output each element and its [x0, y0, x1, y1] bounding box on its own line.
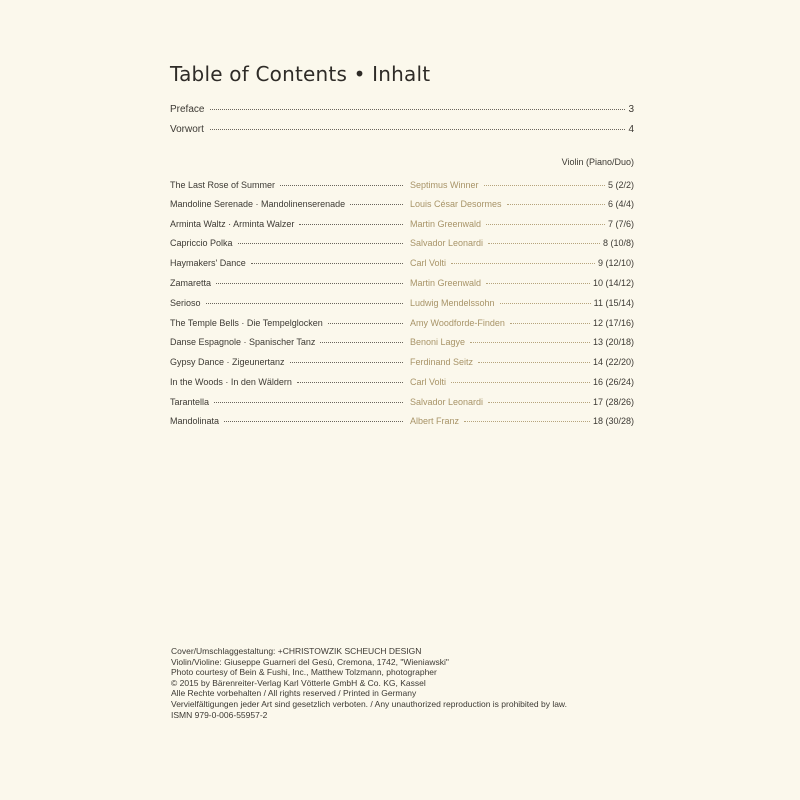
dot-leader	[224, 412, 403, 422]
page-numbers: 11 (15/14)	[593, 298, 634, 308]
toc-entry	[170, 296, 634, 310]
dot-leader	[320, 333, 403, 343]
toc-entry	[170, 217, 634, 231]
page-numbers: 13 (20/18)	[592, 337, 634, 347]
column-header: Violin (Piano/Duo)	[561, 157, 634, 167]
composer-name: Louis César Desormes	[410, 199, 502, 209]
dot-leader	[210, 99, 625, 110]
page-numbers: 14 (22/20)	[592, 357, 634, 367]
dot-leader	[484, 176, 605, 186]
dot-leader	[486, 215, 605, 225]
page-numbers: 7 (7/6)	[607, 219, 634, 229]
page-title: Table of Contents • Inhalt	[170, 62, 431, 86]
toc-row-vorwort	[170, 121, 634, 135]
dot-leader	[238, 234, 403, 244]
dot-leader	[350, 195, 403, 205]
dot-leader	[507, 195, 605, 205]
page-numbers: 17 (28/26)	[592, 397, 634, 407]
toc-row-preface	[170, 101, 634, 115]
credit-line: Vervielfältigungen jeder Art sind gesetzlich verboten. / Any unauthorized reproduction is prohibited by law.	[171, 698, 567, 709]
piece-title: Arminta Waltz · Arminta Walzer	[170, 219, 295, 229]
composer-name: Ferdinand Seitz	[410, 357, 474, 367]
credit-line: © 2015 by Bärenreiter-Verlag Karl Vötterle GmbH & Co. KG, Kassel	[171, 677, 426, 688]
dot-leader	[451, 373, 590, 383]
toc-entry	[170, 335, 634, 349]
piece-title: Gypsy Dance · Zigeunertanz	[170, 357, 285, 367]
dot-leader	[328, 314, 403, 324]
credit-line: Violin/Violine: Giuseppe Guarneri del Gesù, Cremona, 1742, "Wieniawski"	[171, 656, 449, 667]
piece-title: Zamaretta	[170, 278, 212, 288]
dot-leader	[470, 333, 590, 343]
composer-name: Amy Woodforde-Finden	[410, 318, 505, 328]
toc-entry	[170, 355, 634, 369]
page-numbers: 9 (12/10)	[597, 258, 634, 268]
composer-name: Salvador Leonardi	[410, 397, 484, 407]
dot-leader	[216, 274, 403, 284]
piece-title: Mandolinata	[170, 416, 220, 426]
front-matter-page: 4	[628, 124, 634, 135]
dot-leader	[451, 254, 595, 264]
toc-entry	[170, 236, 634, 250]
credit-line: Alle Rechte vorbehalten / All rights reserved / Printed in Germany	[171, 688, 417, 699]
imprint-credits	[171, 646, 567, 720]
front-matter-label: Vorwort	[170, 124, 204, 135]
front-matter-page: 3	[628, 104, 634, 115]
dot-leader	[214, 393, 403, 403]
toc-entry	[170, 276, 634, 290]
piece-title: In the Woods · In den Wäldern	[170, 377, 292, 387]
composer-name: Carl Volti	[410, 377, 447, 387]
page-numbers: 12 (17/16)	[592, 318, 634, 328]
dot-leader	[500, 294, 591, 304]
piece-title: Tarantella	[170, 397, 210, 407]
piece-title: The Last Rose of Summer	[170, 180, 276, 190]
composer-name: Ludwig Mendelssohn	[410, 298, 495, 308]
page-numbers: 8 (10/8)	[602, 238, 634, 248]
composer-name: Martin Greenwald	[410, 219, 482, 229]
credit-line: Cover/Umschlaggestaltung: +CHRISTOWZIK SCHEUCH DESIGN	[171, 646, 422, 656]
front-matter-label: Preface	[170, 104, 205, 115]
toc-entry	[170, 197, 634, 211]
toc-entry	[170, 178, 634, 192]
toc-entry	[170, 414, 634, 428]
toc-entry	[170, 256, 634, 270]
dot-leader	[251, 254, 403, 264]
composer-name: Salvador Leonardi	[410, 238, 484, 248]
piece-title: Danse Espagnole · Spanischer Tanz	[170, 337, 316, 347]
dot-leader	[280, 176, 403, 186]
composer-name: Martin Greenwald	[410, 278, 482, 288]
dot-leader	[510, 314, 590, 324]
composer-name: Albert Franz	[410, 416, 460, 426]
page-numbers: 6 (4/4)	[607, 199, 634, 209]
dot-leader	[478, 353, 590, 363]
credit-line: ISMN 979-0-006-55957-2	[171, 709, 268, 720]
piece-title: Capriccio Polka	[170, 238, 233, 248]
dot-leader	[290, 353, 403, 363]
dot-leader	[206, 294, 403, 304]
page-numbers: 10 (14/12)	[592, 278, 634, 288]
piece-title: The Temple Bells · Die Tempelglocken	[170, 318, 323, 328]
page-numbers: 18 (30/28)	[592, 416, 634, 426]
composer-name: Septimus Winner	[410, 180, 479, 190]
toc-entry	[170, 375, 634, 389]
dot-leader	[464, 412, 590, 422]
dot-leader	[297, 373, 403, 383]
piece-title: Mandoline Serenade · Mandolinenserenade	[170, 199, 346, 209]
dot-leader	[488, 393, 590, 403]
credit-line: Photo courtesy of Bein & Fushi, Inc., Matthew Tolzmann, photographer	[171, 667, 437, 678]
toc-entry	[170, 316, 634, 330]
page-numbers: 16 (26/24)	[592, 377, 634, 387]
dot-leader	[210, 119, 626, 130]
piece-title: Haymakers' Dance	[170, 258, 246, 268]
composer-name: Benoni Lagye	[410, 337, 466, 347]
piece-title: Serioso	[170, 298, 201, 308]
dot-leader	[299, 215, 403, 225]
composer-name: Carl Volti	[410, 258, 447, 268]
toc-entry	[170, 395, 634, 409]
dot-leader	[486, 274, 590, 284]
page-numbers: 5 (2/2)	[607, 180, 634, 190]
dot-leader	[488, 234, 600, 244]
